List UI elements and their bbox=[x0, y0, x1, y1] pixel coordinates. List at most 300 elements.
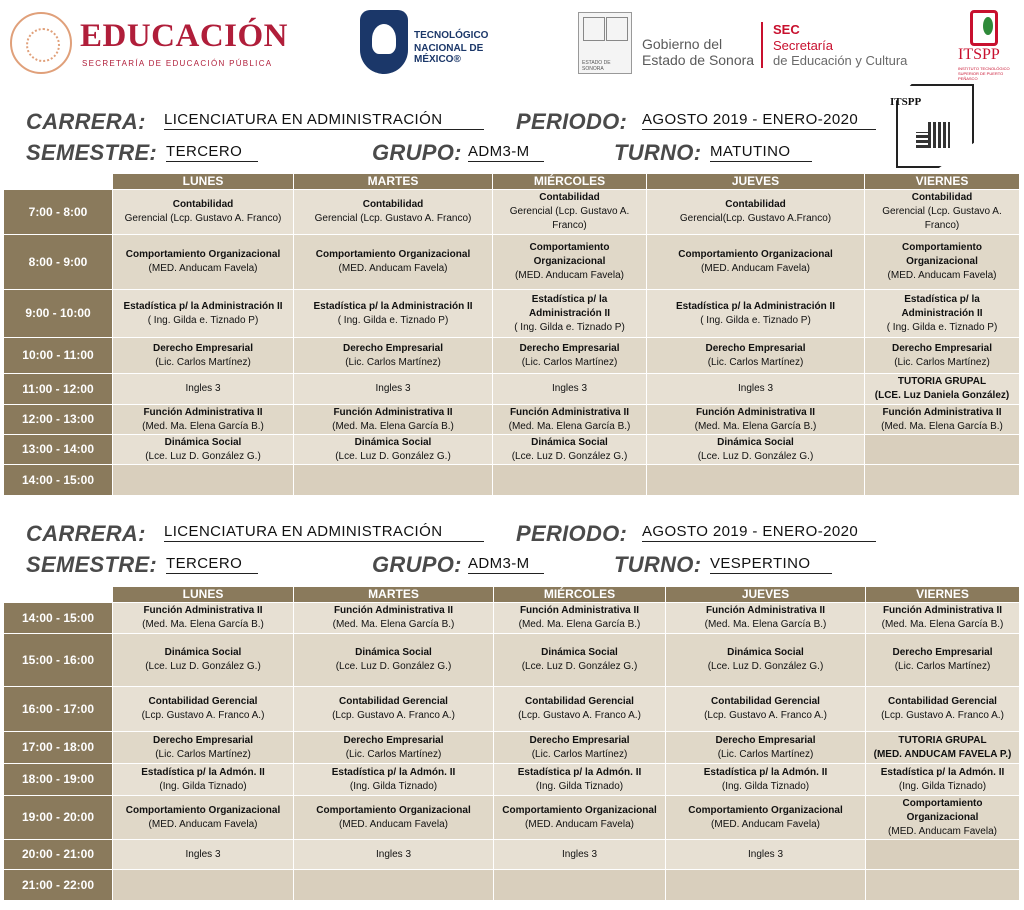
schedule-body bbox=[4, 190, 1020, 496]
teacher-name: (Lcp. Gustavo A. Franco A.) bbox=[518, 710, 641, 721]
teacher-name: (MED. Anducam Favela) bbox=[888, 825, 997, 837]
time-slot: 9:00 - 10:00 bbox=[4, 290, 113, 338]
class-cell bbox=[493, 290, 647, 338]
subject-name: Comportamiento Organizacional bbox=[529, 242, 610, 267]
grupo-label: GRUPO: bbox=[372, 552, 462, 577]
class-cell bbox=[294, 290, 493, 338]
subject-name: Estadística p/ la Administración II bbox=[123, 300, 283, 312]
schedule-table-vespertino bbox=[3, 586, 1020, 901]
subject-name: Función Administrativa II bbox=[143, 605, 263, 616]
teacher-name: (Lce. Luz D. González G.) bbox=[145, 661, 261, 672]
subject-name: Estadística p/ la Admón. II bbox=[703, 766, 828, 778]
day-header: VIERNES bbox=[866, 587, 1020, 603]
subject-name: Estadística p/ la Admón. II bbox=[517, 766, 642, 778]
subject-name: Comportamiento Organizacional bbox=[688, 804, 843, 816]
empty-cell bbox=[647, 465, 865, 496]
class-name: Ingles 3 bbox=[551, 383, 588, 394]
class-cell bbox=[494, 796, 666, 840]
class-cell bbox=[866, 732, 1020, 764]
teacher-name: (Lcp. Gustavo A. Franco A.) bbox=[141, 710, 265, 721]
day-header: JUEVES bbox=[647, 174, 865, 190]
table-row bbox=[4, 465, 1020, 496]
carrera-value: LICENCIATURA EN ADMINISTRACIÓN bbox=[164, 111, 484, 130]
day-header-row bbox=[4, 587, 1020, 603]
class-cell bbox=[294, 190, 493, 235]
teacher-name: (Med. Ma. Elena García B.) bbox=[881, 619, 1004, 630]
subject-name: Comportamiento Organizacional bbox=[125, 804, 281, 816]
subject-name: Función Administrativa II bbox=[333, 605, 454, 616]
teacher-name: (MED. Anducam Favela) bbox=[339, 818, 448, 830]
subject-name: Estadística p/ la Admón. II bbox=[331, 766, 456, 778]
sonora-shield-caption: ESTADO DE SONORA bbox=[582, 60, 611, 72]
class-cell bbox=[113, 374, 294, 405]
subject-name: Derecho Empresarial bbox=[343, 734, 444, 746]
sonora-logo bbox=[578, 12, 923, 74]
subject-name: Derecho Empresarial bbox=[342, 342, 444, 354]
carrera-label: CARRERA: bbox=[26, 109, 146, 134]
class-cell bbox=[647, 190, 865, 235]
teacher-name: (MED. Anducam Favela) bbox=[887, 270, 997, 281]
subject-name: Contabilidad Gerencial bbox=[148, 696, 258, 707]
class-cell bbox=[866, 634, 1020, 687]
subject-name: Contabilidad Gerencial bbox=[711, 696, 820, 707]
subject-name: Dinámica Social bbox=[164, 647, 242, 658]
teacher-name: (Lce. Luz D. González G.) bbox=[521, 661, 638, 672]
subject-name: Estadística p/ la Admón. II bbox=[880, 766, 1005, 778]
subject-name: Estadística p/ la Administración II bbox=[528, 293, 611, 319]
teacher-name: (MED. Anducam Favela) bbox=[148, 818, 258, 830]
time-slot: 15:00 - 16:00 bbox=[4, 634, 113, 687]
empty-cell bbox=[865, 435, 1020, 465]
subject-name: Comportamiento Organizacional bbox=[316, 804, 471, 816]
subject-name: Derecho Empresarial bbox=[529, 734, 630, 746]
itspp-name: ITSPP bbox=[958, 46, 1000, 63]
class-cell bbox=[866, 603, 1020, 634]
teacher-name: (Lic. Carlos Martínez) bbox=[521, 356, 618, 368]
teacher-name: (Lce. Luz D. González G.) bbox=[511, 450, 628, 462]
teacher-name: (Lic. Carlos Martínez) bbox=[894, 661, 991, 672]
semestre-value: TERCERO bbox=[166, 555, 258, 574]
teacher-name: (Med. Ma. Elena García B.) bbox=[704, 619, 827, 630]
teacher-name: (MED. Anducam Favela) bbox=[525, 818, 634, 830]
teacher-name: Gerencial(Lcp. Gustavo A.Franco) bbox=[679, 213, 832, 224]
table-row bbox=[4, 796, 1020, 840]
semestre-label: SEMESTRE: bbox=[26, 140, 158, 165]
subject-name: Comportamiento Organizacional bbox=[315, 249, 471, 260]
sonora-gov-line2: Estado de Sonora bbox=[642, 52, 755, 68]
subject-name: Estadística p/ la Admón. II bbox=[141, 766, 265, 778]
time-slot: 16:00 - 17:00 bbox=[4, 687, 113, 732]
subject-name: Contabilidad bbox=[362, 199, 424, 210]
itspp-subtitle: INSTITUTO TECNOLÓGICO SUPERIOR DE PUERTO PEÑASCO bbox=[958, 66, 1010, 81]
subject-name: Contabilidad bbox=[725, 199, 786, 210]
tecnm-line1: TECNOLÓGICO bbox=[414, 30, 489, 41]
class-cell bbox=[294, 764, 494, 796]
time-slot: 19:00 - 20:00 bbox=[4, 796, 113, 840]
subject-name: Función Administrativa II bbox=[705, 605, 826, 616]
class-cell bbox=[666, 603, 866, 634]
teacher-name: (Lce. Luz D. González G.) bbox=[335, 661, 452, 672]
subject-name: Comportamiento Organizacional bbox=[902, 242, 982, 267]
teacher-name: (Lic. Carlos Martínez) bbox=[155, 748, 251, 760]
class-cell bbox=[294, 338, 493, 374]
teacher-name: (Med. Ma. Elena García B.) bbox=[508, 420, 631, 432]
administracion-emblem bbox=[888, 84, 976, 170]
class-cell bbox=[294, 840, 494, 870]
subject-name: Contabilidad Gerencial bbox=[525, 696, 634, 707]
teacher-name: (Lic. Carlos Martínez) bbox=[155, 356, 251, 368]
class-cell bbox=[494, 732, 666, 764]
teacher-name: (Med. Ma. Elena García B.) bbox=[694, 420, 817, 432]
class-cell bbox=[666, 732, 866, 764]
class-name: Ingles 3 bbox=[747, 848, 784, 860]
table-row bbox=[4, 634, 1020, 687]
periodo-value: AGOSTO 2019 - ENERO-2020 bbox=[642, 111, 876, 130]
schedule-table-matutino bbox=[3, 173, 1020, 496]
class-cell bbox=[294, 374, 493, 405]
time-slot: 13:00 - 14:00 bbox=[4, 435, 113, 465]
turno-value: MATUTINO bbox=[710, 143, 812, 162]
class-name: Ingles 3 bbox=[561, 848, 598, 860]
table-row bbox=[4, 764, 1020, 796]
teacher-name: (MED. Anducam Favela) bbox=[701, 263, 810, 274]
empty-cell bbox=[866, 840, 1020, 870]
class-cell bbox=[493, 435, 647, 465]
teacher-name: ( Ing. Gilda e. Tiznado P) bbox=[886, 321, 998, 333]
class-cell bbox=[865, 338, 1020, 374]
teacher-name: ( Ing. Gilda e. Tiznado P) bbox=[514, 321, 625, 333]
subject-name: Dinámica Social bbox=[541, 647, 618, 658]
tecnm-emblem-icon bbox=[360, 10, 408, 74]
class-cell bbox=[294, 405, 493, 435]
teacher-name: (Lic. Carlos Martínez) bbox=[894, 356, 990, 368]
subject-name: Contabilidad Gerencial bbox=[339, 696, 448, 707]
subject-name: Función Administrativa II bbox=[882, 605, 1003, 616]
teacher-name: (MED. ANDUCAM FAVELA P.) bbox=[873, 748, 1012, 760]
class-cell bbox=[294, 603, 494, 634]
class-cell bbox=[113, 764, 294, 796]
class-cell bbox=[493, 405, 647, 435]
table-row bbox=[4, 732, 1020, 764]
class-cell bbox=[294, 235, 493, 290]
teacher-name: (Lce. Luz D. González G.) bbox=[697, 450, 814, 462]
header-corner bbox=[4, 587, 113, 603]
class-cell bbox=[113, 405, 294, 435]
time-slot: 21:00 - 22:00 bbox=[4, 870, 113, 901]
empty-cell bbox=[493, 465, 647, 496]
class-name: Ingles 3 bbox=[375, 383, 411, 394]
class-cell bbox=[294, 687, 494, 732]
empty-cell bbox=[113, 465, 294, 496]
class-cell bbox=[865, 190, 1020, 235]
class-cell bbox=[494, 764, 666, 796]
class-cell bbox=[113, 190, 294, 235]
class-cell bbox=[493, 190, 647, 235]
subject-name: Derecho Empresarial bbox=[519, 342, 620, 354]
subject-name: Función Administrativa II bbox=[882, 406, 1002, 418]
class-cell bbox=[865, 235, 1020, 290]
class-cell bbox=[647, 405, 865, 435]
subject-name: Dinámica Social bbox=[727, 647, 804, 658]
class-cell bbox=[113, 338, 294, 374]
sec-label: SEC bbox=[773, 22, 800, 37]
class-name: Ingles 3 bbox=[185, 383, 221, 394]
periodo-value: AGOSTO 2019 - ENERO-2020 bbox=[642, 523, 876, 542]
tecnm-line2: NACIONAL DE MÉXICO® bbox=[414, 43, 484, 65]
grupo-label: GRUPO: bbox=[372, 140, 462, 165]
teacher-name: (Lic. Carlos Martínez) bbox=[531, 748, 628, 760]
teacher-name: (Ing. Gilda Tiznado) bbox=[349, 780, 438, 792]
class-cell bbox=[494, 687, 666, 732]
day-header: MARTES bbox=[294, 587, 494, 603]
subject-name: Contabilidad bbox=[911, 192, 973, 203]
teacher-name: (Med. Ma. Elena García B.) bbox=[518, 619, 641, 630]
teacher-name: (Med. Ma. Elena García B.) bbox=[881, 420, 1003, 432]
class-cell bbox=[294, 435, 493, 465]
class-cell bbox=[294, 796, 494, 840]
teacher-name: (Med. Ma. Elena García B.) bbox=[332, 420, 454, 432]
sonora-shield-icon bbox=[578, 12, 632, 74]
time-slot: 14:00 - 15:00 bbox=[4, 465, 113, 496]
subject-name: Estadística p/ la Administración II bbox=[313, 300, 473, 312]
time-slot: 18:00 - 19:00 bbox=[4, 764, 113, 796]
subject-name: TUTORIA GRUPAL bbox=[898, 734, 987, 746]
subject-name: Dinámica Social bbox=[717, 436, 794, 448]
grupo-value: ADM3-M bbox=[468, 555, 544, 574]
teacher-name: (Ing. Gilda Tiznado) bbox=[535, 780, 624, 792]
sonora-divider bbox=[761, 22, 763, 68]
teacher-name: (Med. Ma. Elena García B.) bbox=[142, 619, 264, 630]
building-icon bbox=[928, 122, 950, 148]
empty-cell bbox=[866, 870, 1020, 901]
day-header: MIÉRCOLES bbox=[494, 587, 666, 603]
semestre-value: TERCERO bbox=[166, 143, 258, 162]
day-header: LUNES bbox=[113, 587, 294, 603]
subject-name: Contabilidad bbox=[539, 192, 600, 203]
subject-name: Función Administrativa II bbox=[695, 406, 816, 418]
empty-cell bbox=[294, 465, 493, 496]
class-cell bbox=[866, 796, 1020, 840]
subject-name: Derecho Empresarial bbox=[715, 734, 816, 746]
table-row bbox=[4, 603, 1020, 634]
subject-name: Derecho Empresarial bbox=[152, 734, 254, 746]
class-cell bbox=[113, 634, 294, 687]
educacion-logo bbox=[10, 12, 310, 74]
emblem-letters: ITSPP bbox=[890, 96, 922, 108]
header-corner bbox=[4, 174, 113, 190]
teacher-name: (Lce. Luz D. González G.) bbox=[335, 450, 451, 462]
class-cell bbox=[666, 764, 866, 796]
empty-cell bbox=[494, 870, 666, 901]
teacher-name: (LCE. Luz Daniela González) bbox=[874, 390, 1010, 401]
table-row bbox=[4, 235, 1020, 290]
class-cell bbox=[113, 840, 294, 870]
class-cell bbox=[666, 687, 866, 732]
subject-name: Contabilidad Gerencial bbox=[888, 696, 997, 707]
subject-name: Comportamiento Organizacional bbox=[502, 804, 657, 816]
empty-cell bbox=[666, 870, 866, 901]
subject-name: Derecho Empresarial bbox=[705, 342, 806, 354]
teacher-name: (Ing. Gilda Tiznado) bbox=[898, 780, 987, 792]
subject-name: Derecho Empresarial bbox=[152, 342, 254, 354]
teacher-name: Gerencial (Lcp. Gustavo A. Franco) bbox=[124, 213, 282, 224]
time-slot: 8:00 - 9:00 bbox=[4, 235, 113, 290]
subject-name: Estadística p/ la Administración II bbox=[901, 293, 983, 319]
carrera-label: CARRERA: bbox=[26, 521, 146, 546]
teacher-name: (Ing. Gilda Tiznado) bbox=[159, 780, 247, 792]
class-cell bbox=[647, 435, 865, 465]
educacion-title: EDUCACIÓN bbox=[80, 18, 289, 54]
day-header: VIERNES bbox=[865, 174, 1020, 190]
teacher-name: ( Ing. Gilda e. Tiznado P) bbox=[700, 314, 811, 326]
time-slot: 14:00 - 15:00 bbox=[4, 603, 113, 634]
class-cell bbox=[666, 840, 866, 870]
table-row bbox=[4, 405, 1020, 435]
class-cell bbox=[865, 374, 1020, 405]
empty-cell bbox=[294, 870, 494, 901]
table-row bbox=[4, 840, 1020, 870]
subject-name: Derecho Empresarial bbox=[891, 342, 993, 354]
schedule-body bbox=[4, 603, 1020, 901]
class-cell bbox=[666, 634, 866, 687]
class-cell bbox=[493, 338, 647, 374]
day-header: MIÉRCOLES bbox=[493, 174, 647, 190]
class-cell bbox=[493, 235, 647, 290]
subject-name: Dinámica Social bbox=[164, 436, 242, 448]
class-cell bbox=[866, 764, 1020, 796]
periodo-label: PERIODO: bbox=[516, 521, 628, 546]
time-slot: 11:00 - 12:00 bbox=[4, 374, 113, 405]
class-cell bbox=[494, 840, 666, 870]
teacher-name: ( Ing. Gilda e. Tiznado P) bbox=[147, 314, 259, 326]
teacher-name: (Lce. Luz D. González G.) bbox=[145, 450, 261, 462]
time-slot: 10:00 - 11:00 bbox=[4, 338, 113, 374]
class-cell bbox=[294, 732, 494, 764]
class-name: Ingles 3 bbox=[737, 383, 774, 394]
day-header: JUEVES bbox=[666, 587, 866, 603]
semestre-label: SEMESTRE: bbox=[26, 552, 158, 577]
educacion-subtitle: SECRETARÍA DE EDUCACIÓN PÚBLICA bbox=[82, 59, 273, 68]
subject-name: Derecho Empresarial bbox=[892, 647, 993, 658]
teacher-name: (Lcp. Gustavo A. Franco A.) bbox=[881, 710, 1004, 721]
teacher-name: (Lic. Carlos Martínez) bbox=[345, 748, 442, 760]
mexico-seal-icon bbox=[10, 12, 72, 74]
teacher-name: Gerencial (Lcp. Gustavo A. Franco) bbox=[882, 206, 1002, 231]
subject-name: Comportamiento Organizacional bbox=[125, 249, 281, 260]
empty-cell bbox=[865, 465, 1020, 496]
class-cell bbox=[113, 290, 294, 338]
time-slot: 7:00 - 8:00 bbox=[4, 190, 113, 235]
sec-line2: Secretaría bbox=[773, 38, 833, 53]
teacher-name: (Lic. Carlos Martínez) bbox=[345, 356, 441, 368]
table-row bbox=[4, 870, 1020, 901]
subject-name: Comportamiento Organizacional bbox=[902, 797, 983, 823]
sec-line3: de Educación y Cultura bbox=[773, 53, 908, 68]
table-row bbox=[4, 687, 1020, 732]
turno-value: VESPERTINO bbox=[710, 555, 832, 574]
class-cell bbox=[294, 634, 494, 687]
subject-name: Función Administrativa II bbox=[333, 406, 453, 418]
class-cell bbox=[866, 687, 1020, 732]
teacher-name: (Med. Ma. Elena García B.) bbox=[142, 420, 264, 432]
class-cell bbox=[647, 374, 865, 405]
day-header: LUNES bbox=[113, 174, 294, 190]
class-cell bbox=[493, 374, 647, 405]
teacher-name: (Lcp. Gustavo A. Franco A.) bbox=[704, 710, 827, 721]
class-cell bbox=[113, 435, 294, 465]
class-cell bbox=[113, 796, 294, 840]
carrera-value: LICENCIATURA EN ADMINISTRACIÓN bbox=[164, 523, 484, 542]
subject-name: Estadística p/ la Administración II bbox=[675, 300, 836, 312]
time-slot: 17:00 - 18:00 bbox=[4, 732, 113, 764]
subject-name: Contabilidad bbox=[172, 199, 234, 210]
class-cell bbox=[113, 603, 294, 634]
subject-name: Función Administrativa II bbox=[143, 406, 263, 418]
teacher-name: (Lce. Luz D. González G.) bbox=[707, 661, 824, 672]
subject-name: Dinámica Social bbox=[354, 436, 432, 448]
class-cell bbox=[113, 732, 294, 764]
sonora-gov-line1: Gobierno del bbox=[642, 36, 723, 52]
time-slot: 20:00 - 21:00 bbox=[4, 840, 113, 870]
teacher-name: (MED. Anducam Favela) bbox=[515, 270, 624, 281]
class-name: Ingles 3 bbox=[185, 848, 221, 860]
subject-name: Dinámica Social bbox=[355, 647, 432, 658]
teacher-name: (Lic. Carlos Martínez) bbox=[707, 356, 804, 368]
turno-label: TURNO: bbox=[614, 552, 702, 577]
teacher-name: (MED. Anducam Favela) bbox=[711, 818, 820, 830]
building-small-icon bbox=[916, 132, 928, 148]
empty-cell bbox=[113, 870, 294, 901]
subject-name: Dinámica Social bbox=[531, 436, 608, 448]
class-cell bbox=[647, 290, 865, 338]
teacher-name: (Lic. Carlos Martínez) bbox=[717, 748, 814, 760]
subject-name: TUTORIA GRUPAL bbox=[897, 376, 987, 387]
class-cell bbox=[647, 338, 865, 374]
teacher-name: (Ing. Gilda Tiznado) bbox=[721, 780, 810, 792]
class-cell bbox=[113, 687, 294, 732]
teacher-name: Gerencial (Lcp. Gustavo A. Franco) bbox=[509, 206, 630, 231]
day-header-row bbox=[4, 174, 1020, 190]
table-row bbox=[4, 338, 1020, 374]
class-cell bbox=[666, 796, 866, 840]
teacher-name: (Lcp. Gustavo A. Franco A.) bbox=[332, 710, 455, 721]
grupo-value: ADM3-M bbox=[468, 143, 544, 162]
time-slot: 12:00 - 13:00 bbox=[4, 405, 113, 435]
class-cell bbox=[113, 235, 294, 290]
teacher-name: Gerencial (Lcp. Gustavo A. Franco) bbox=[314, 213, 472, 224]
table-row bbox=[4, 435, 1020, 465]
table-row bbox=[4, 374, 1020, 405]
subject-name: Comportamiento Organizacional bbox=[678, 249, 833, 260]
periodo-label: PERIODO: bbox=[516, 109, 628, 134]
turno-label: TURNO: bbox=[614, 140, 702, 165]
class-cell bbox=[647, 235, 865, 290]
class-cell bbox=[494, 634, 666, 687]
itspp-emblem-icon bbox=[970, 10, 998, 46]
class-cell bbox=[494, 603, 666, 634]
subject-name: Función Administrativa II bbox=[519, 605, 640, 616]
teacher-name: (MED. Anducam Favela) bbox=[148, 263, 258, 274]
class-cell bbox=[865, 405, 1020, 435]
teacher-name: ( Ing. Gilda e. Tiznado P) bbox=[337, 314, 449, 326]
table-row bbox=[4, 290, 1020, 338]
tecnm-logo bbox=[360, 10, 530, 78]
class-cell bbox=[865, 290, 1020, 338]
table-row bbox=[4, 190, 1020, 235]
itspp-logo bbox=[952, 10, 1018, 81]
subject-name: Función Administrativa II bbox=[509, 406, 630, 418]
teacher-name: (MED. Anducam Favela) bbox=[338, 263, 448, 274]
